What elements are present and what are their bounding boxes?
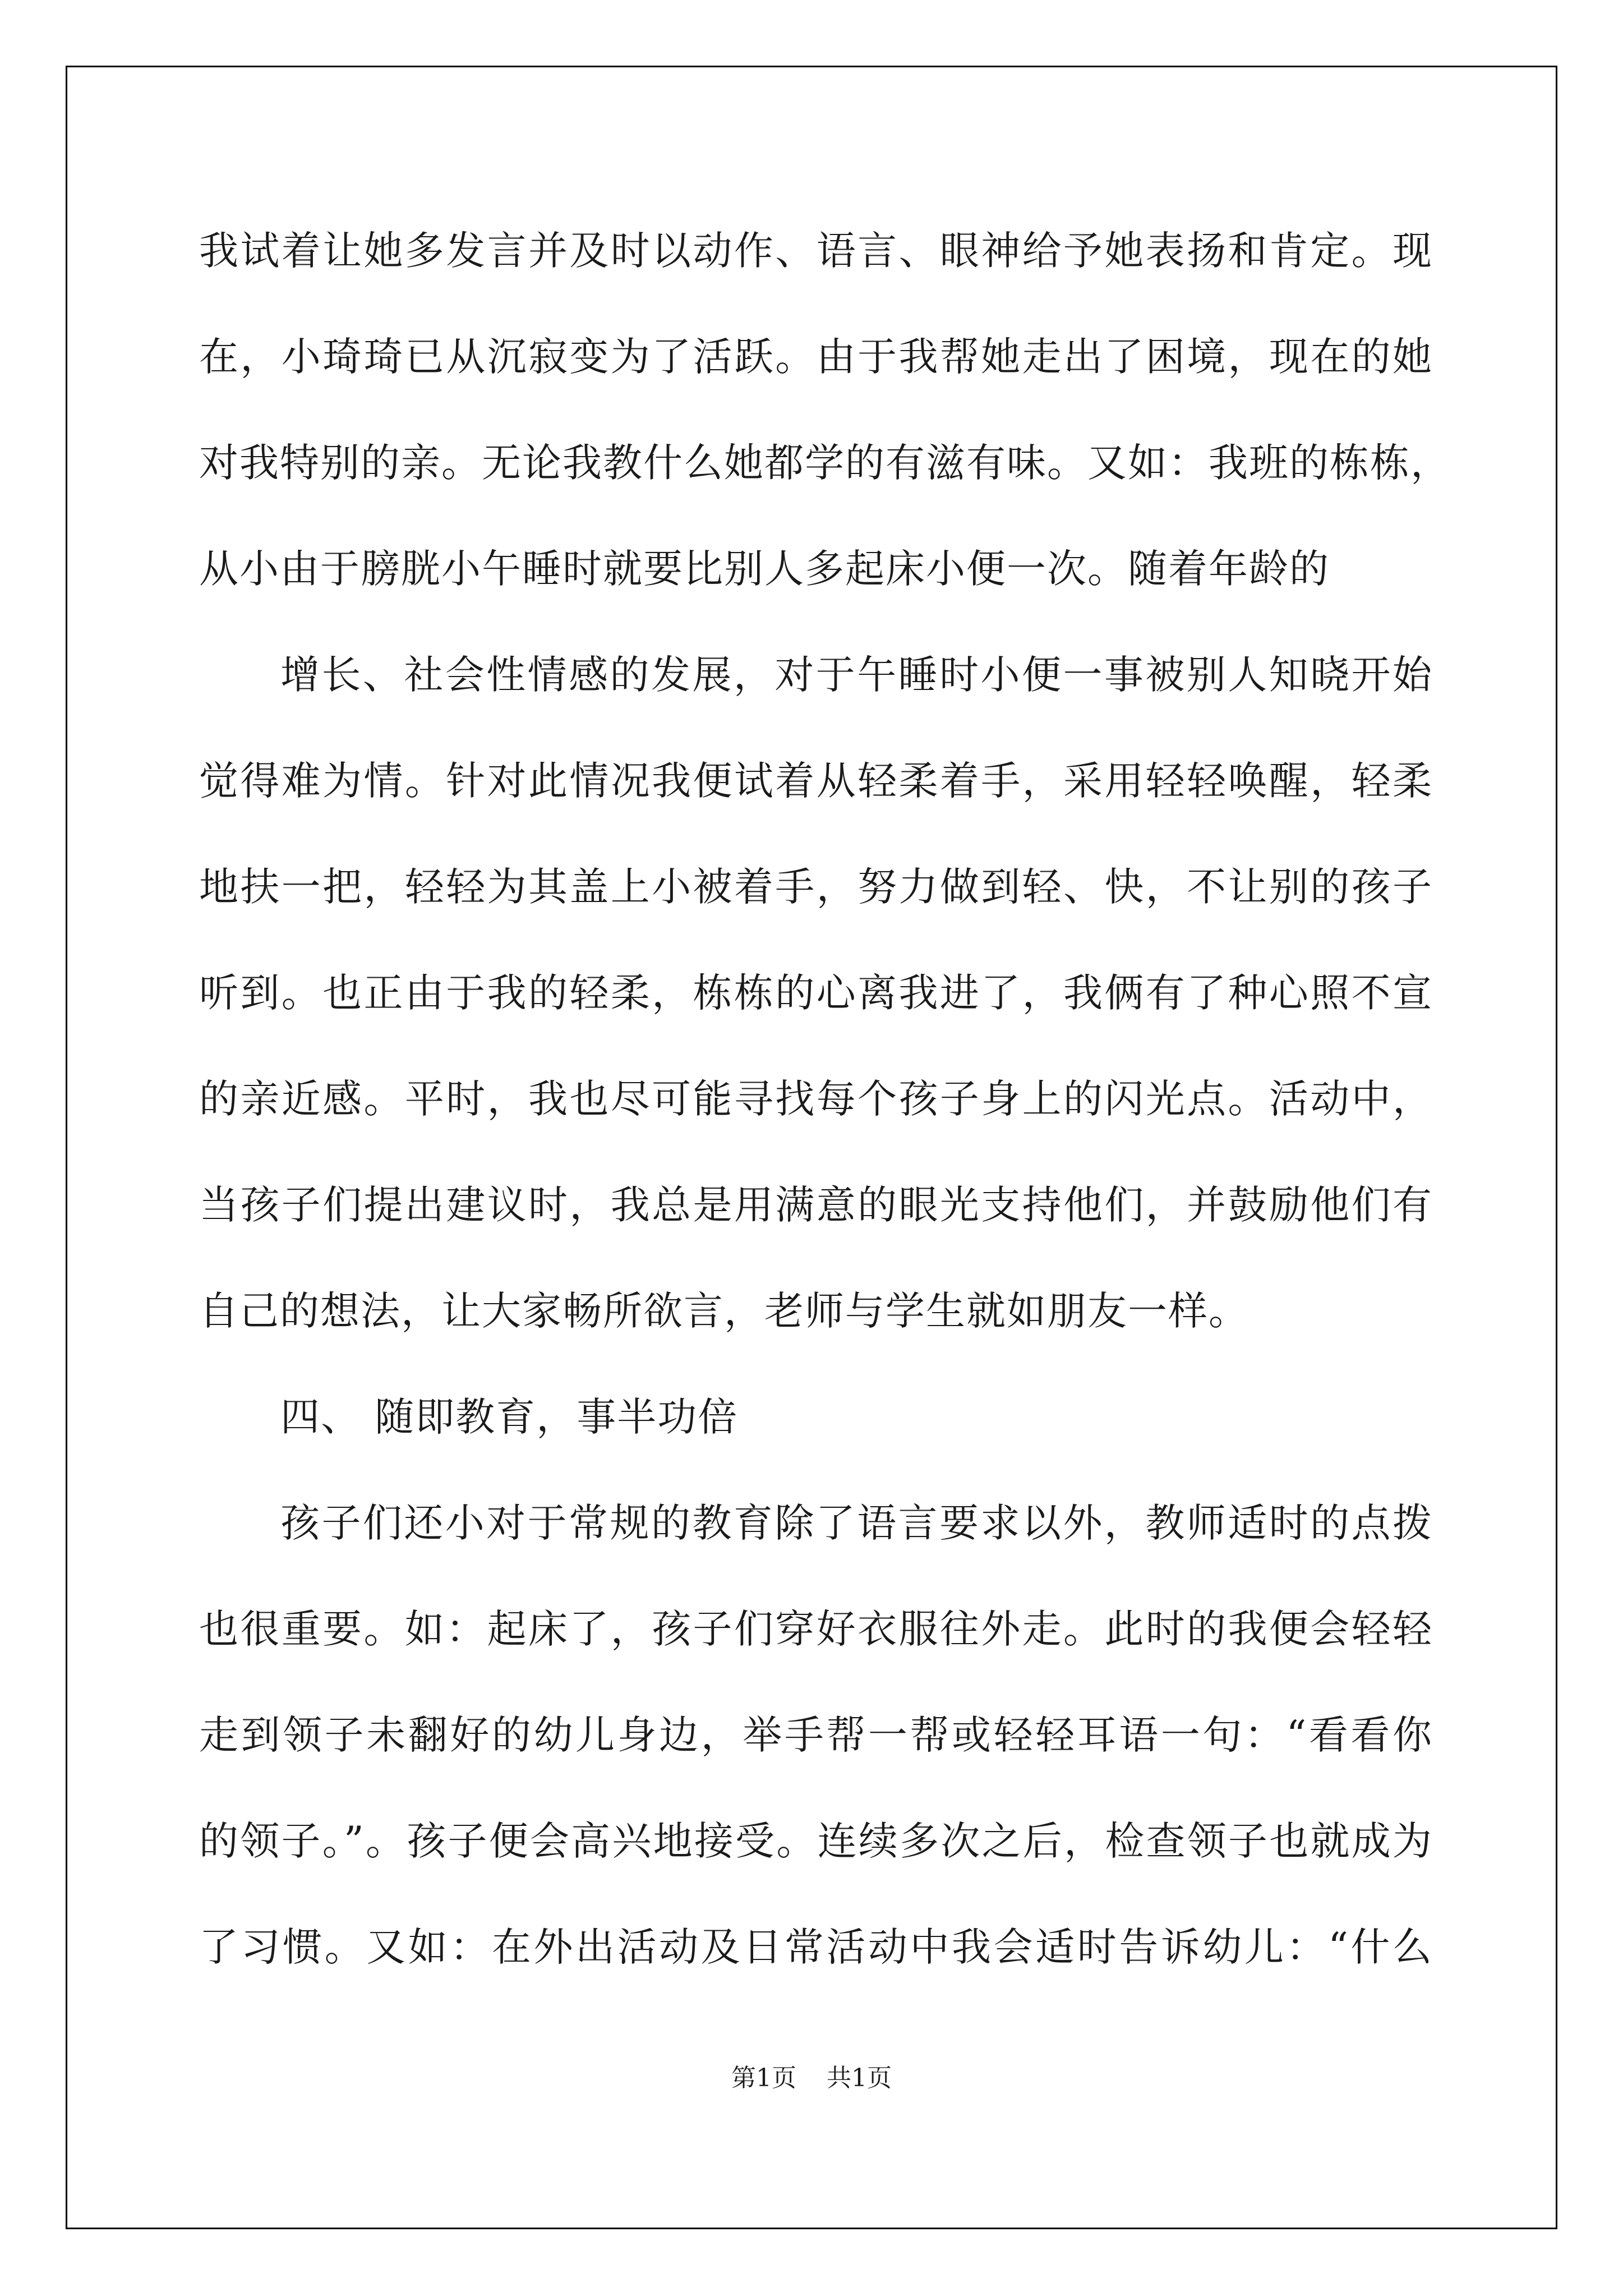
page-number: 第1页 — [731, 2064, 796, 2092]
page-total: 共1页 — [827, 2064, 892, 2092]
page-footer — [0, 2062, 1623, 2095]
text-line: 听到。也正由于我的轻柔，栋栋的心离我进了，我俩有了种心照不宣 — [199, 970, 1433, 1016]
text-line: 的领子。”。孩子便会高兴地接受。连续多次之后，检查领子也就成为 — [199, 1818, 1433, 1864]
paragraph-first-line: 孩子们还小对于常规的教育除了语言要求以外，教师适时的点拨 — [280, 1500, 1433, 1546]
text-line: 自己的想法，让大家畅所欲言，老师与学生就如朋友一样。 — [199, 1288, 1249, 1334]
text-line: 在，小琦琦已从沉寂变为了活跃。由于我帮她走出了困境，现在的她 — [199, 334, 1433, 380]
section-heading: 四、 随即教育，事半功倍 — [280, 1394, 739, 1440]
text-line: 走到领子未翻好的幼儿身边，举手帮一帮或轻轻耳语一句：“看看你 — [199, 1712, 1433, 1758]
text-line: 我试着让她多发言并及时以动作、语言、眼神给予她表扬和肯定。现 — [199, 228, 1433, 274]
text-line: 的亲近感。平时，我也尽可能寻找每个孩子身上的闪光点。活动中， — [199, 1076, 1433, 1122]
text-line: 从小由于膀胱小午睡时就要比别人多起床小便一次。随着年龄的 — [199, 546, 1330, 592]
text-line: 也很重要。如：起床了，孩子们穿好衣服往外走。此时的我便会轻轻 — [199, 1606, 1433, 1652]
text-line: 觉得难为情。针对此情况我便试着从轻柔着手，采用轻轻唤醒，轻柔 — [199, 758, 1433, 804]
paragraph-first-line: 增长、社会性情感的发展，对于午睡时小便一事被别人知晓开始 — [280, 652, 1433, 698]
text-line: 对我特别的亲。无论我教什么她都学的有滋有味。又如：我班的栋栋， — [199, 440, 1451, 486]
text-line: 当孩子们提出建议时，我总是用满意的眼光支持他们，并鼓励他们有 — [199, 1182, 1433, 1228]
text-line: 了习惯。又如：在外出活动及日常活动中我会适时告诉幼儿：“什么 — [199, 1924, 1433, 1970]
text-line: 地扶一把，轻轻为其盖上小被着手，努力做到轻、快，不让别的孩子 — [199, 864, 1433, 910]
